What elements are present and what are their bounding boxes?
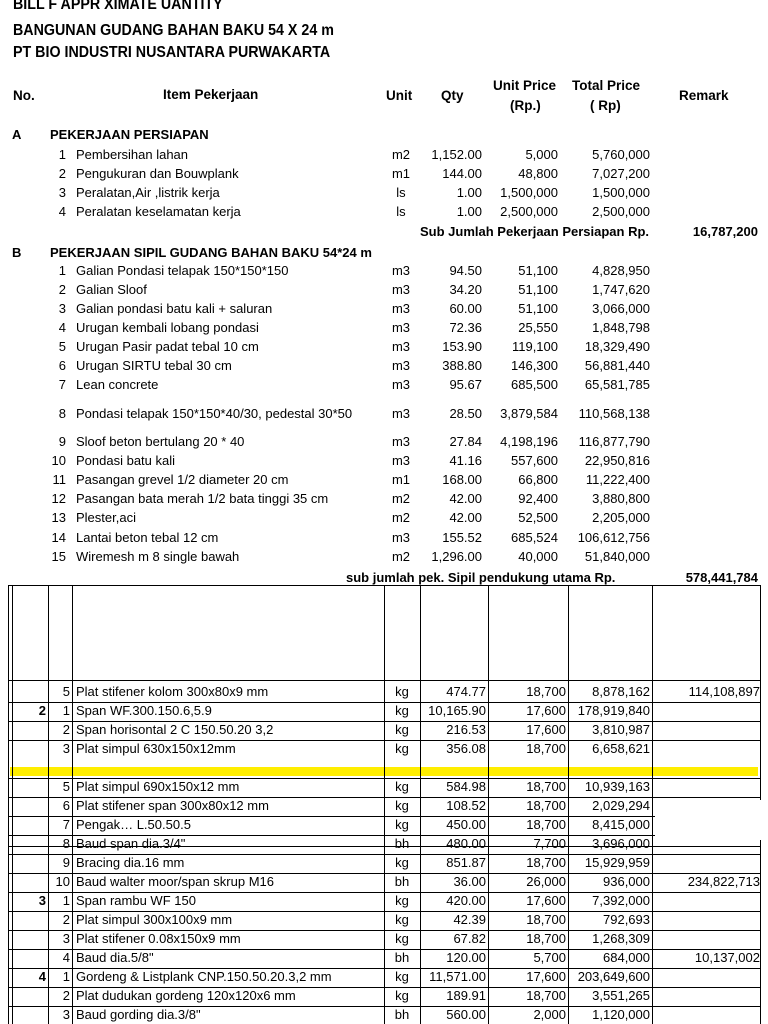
item-total-price: 11,222,400 — [585, 472, 650, 487]
item-description: Peralatan,Air ,listrik kerja — [76, 185, 220, 200]
item-unit-price: 18,700 — [526, 741, 566, 756]
line-item — [0, 404, 768, 423]
item-unit-price: 5,700 — [533, 950, 566, 965]
item-qty: 474.77 — [446, 684, 486, 699]
item-number: 3 — [58, 301, 66, 316]
item-qty: 42.39 — [453, 912, 486, 927]
item-unit-price: 18,700 — [526, 779, 566, 794]
scan-blank-patch — [655, 800, 768, 840]
item-unit-price: 26,000 — [526, 874, 566, 889]
item-number: 3 — [58, 185, 66, 200]
item-qty: 1,152.00 — [431, 147, 482, 162]
item-unit-price: 40,000 — [518, 549, 558, 564]
item-description: Baud walter moor/span skrup M16 — [76, 874, 274, 889]
item-unit: kg — [395, 779, 409, 794]
item-unit-price: 7,700 — [533, 836, 566, 851]
item-total-price: 6,658,621 — [592, 741, 650, 756]
item-unit-price: 3,879,584 — [500, 406, 558, 421]
grid-line-item — [0, 986, 768, 1005]
line-item — [0, 299, 768, 318]
item-unit: kg — [395, 893, 409, 908]
line-item — [0, 547, 768, 566]
item-unit: m1 — [391, 166, 411, 181]
line-item — [0, 375, 768, 394]
item-unit: m3 — [391, 453, 411, 468]
item-remark: 234,822,713 — [687, 874, 760, 889]
header-total-price-rp: ( Rp) — [590, 98, 621, 113]
item-number: 2 — [58, 282, 66, 297]
item-description: Urugan SIRTU tebal 30 cm — [76, 358, 232, 373]
grid-line-item — [0, 1005, 768, 1024]
item-unit-price: 557,600 — [511, 453, 558, 468]
item-total-price: 792,693 — [603, 912, 650, 927]
item-total-price: 684,000 — [603, 950, 650, 965]
item-unit: m3 — [391, 263, 411, 278]
line-item — [0, 164, 768, 183]
item-number: 10 — [55, 874, 70, 889]
section-a-subtotal — [0, 222, 768, 241]
item-unit: bh — [394, 1007, 410, 1022]
header-no: No. — [13, 88, 35, 103]
section-a-subtotal-value: 16,787,200 — [692, 224, 758, 239]
item-description: Urugan kembali lobang pondasi — [76, 320, 259, 335]
item-total-price: 3,696,000 — [592, 836, 650, 851]
item-unit: ls — [396, 185, 406, 200]
item-unit: m3 — [391, 320, 411, 335]
item-number: 9 — [58, 434, 66, 449]
section-a-code: A — [12, 127, 22, 142]
item-qty: 60.00 — [449, 301, 482, 316]
item-unit-price: 17,600 — [526, 969, 566, 984]
item-number: 4 — [58, 204, 66, 219]
item-unit-price: 18,700 — [526, 817, 566, 832]
item-unit-price: 51,100 — [518, 301, 558, 316]
item-number: 8 — [58, 406, 66, 421]
item-number: 15 — [51, 549, 66, 564]
item-qty: 189.91 — [446, 988, 486, 1003]
item-total-price: 1,120,000 — [592, 1007, 650, 1022]
line-item — [0, 202, 768, 221]
item-unit-price: 66,800 — [518, 472, 558, 487]
item-qty: 108.52 — [446, 798, 486, 813]
item-description: Lean concrete — [76, 377, 159, 392]
item-qty: 42.00 — [449, 510, 482, 525]
item-number: 2 — [58, 166, 66, 181]
item-unit: m1 — [391, 472, 411, 487]
item-number: 6 — [58, 358, 66, 373]
group-number: 3 — [38, 893, 46, 908]
grid-line-item — [0, 872, 768, 891]
item-description: Baud dia.5/8" — [76, 950, 154, 965]
item-unit: m3 — [391, 406, 411, 421]
doc-title-company: PT BIO INDUSTRI NUSANTARA PURWAKARTA — [13, 44, 331, 61]
item-qty: 28.50 — [449, 406, 482, 421]
item-unit: m3 — [391, 434, 411, 449]
grid-line-item — [0, 796, 768, 815]
item-total-price: 18,329,490 — [584, 339, 650, 354]
item-unit-price: 18,700 — [526, 798, 566, 813]
item-number: 5 — [62, 779, 70, 794]
item-unit-price: 92,400 — [518, 491, 558, 506]
item-description: Plat stifener kolom 300x80x9 mm — [76, 684, 269, 699]
item-unit-price: 52,500 — [518, 510, 558, 525]
item-qty: 1.00 — [456, 185, 482, 200]
item-description: Galian Pondasi telapak 150*150*150 — [76, 263, 289, 278]
item-total-price: 1,268,309 — [592, 931, 650, 946]
item-description: Pondasi telapak 150*150*40/30, pedestal 30*50 — [76, 406, 353, 421]
item-number: 11 — [52, 472, 66, 487]
item-total-price: 1,747,620 — [592, 282, 650, 297]
item-unit-price: 17,600 — [526, 893, 566, 908]
line-item — [0, 337, 768, 356]
item-qty: 72.36 — [449, 320, 482, 335]
item-qty: 94.50 — [449, 263, 482, 278]
item-unit: ls — [396, 204, 406, 219]
item-total-price: 4,828,950 — [592, 263, 650, 278]
item-description: Pondasi batu kali — [76, 453, 176, 468]
line-item — [0, 528, 768, 547]
section-b-title: PEKERJAAN SIPIL GUDANG BAHAN BAKU 54*24 m — [50, 245, 372, 260]
item-description: Peralatan keselamatan kerja — [76, 204, 241, 219]
item-description: Plat simpul 300x100x9 mm — [76, 912, 233, 927]
item-unit-price: 146,300 — [511, 358, 558, 373]
item-description: Pasangan bata merah 1/2 bata tinggi 35 cm — [76, 491, 329, 506]
grid-line-item — [0, 739, 768, 758]
header-unit-price: Unit Price — [493, 78, 557, 93]
item-unit-price: 17,600 — [526, 703, 566, 718]
item-total-price: 936,000 — [603, 874, 650, 889]
line-item — [0, 261, 768, 280]
item-unit-price: 17,600 — [526, 722, 566, 737]
item-qty: 1,296.00 — [431, 549, 482, 564]
line-item — [0, 489, 768, 508]
item-description: Sloof beton bertulang 20 * 40 — [76, 434, 245, 449]
grid-line-item — [0, 701, 768, 720]
item-unit-price: 51,100 — [518, 282, 558, 297]
item-number: 9 — [62, 855, 70, 870]
item-total-price: 22,950,816 — [584, 453, 650, 468]
item-total-price: 110,568,138 — [578, 406, 650, 421]
item-number: 13 — [51, 510, 66, 525]
item-description: Lantai beton tebal 12 cm — [76, 530, 219, 545]
item-unit: m3 — [391, 339, 411, 354]
item-unit-price: 5,000 — [525, 147, 558, 162]
item-description: Bracing dia.16 mm — [76, 855, 185, 870]
item-total-price: 1,848,798 — [592, 320, 650, 335]
doc-title-project: BANGUNAN GUDANG BAHAN BAKU 54 X 24 m — [13, 22, 334, 39]
item-unit: m3 — [391, 377, 411, 392]
item-unit: kg — [395, 969, 409, 984]
item-qty: 216.53 — [446, 722, 486, 737]
item-number: 14 — [51, 530, 66, 545]
item-description: Pembersihan lahan — [76, 147, 189, 162]
item-total-price: 15,929,959 — [584, 855, 650, 870]
item-number: 3 — [62, 741, 70, 756]
item-number: 2 — [62, 722, 70, 737]
item-number: 4 — [58, 320, 66, 335]
item-unit-price: 1,500,000 — [500, 185, 558, 200]
grid-line-item — [0, 910, 768, 929]
header-remark: Remark — [679, 88, 729, 103]
item-qty: 450.00 — [446, 817, 486, 832]
item-description: Plat simpul 690x150x12 mm — [76, 779, 240, 794]
grid-line-item — [0, 891, 768, 910]
item-description: Plester,aci — [76, 510, 136, 525]
item-unit-price: 119,100 — [511, 339, 558, 354]
item-qty: 480.00 — [446, 836, 486, 851]
item-total-price: 10,939,163 — [584, 779, 650, 794]
section-a-subtotal-label: Sub Jumlah Pekerjaan Persiapan Rp. — [420, 224, 650, 239]
item-qty: 1.00 — [456, 204, 482, 219]
grid-line-item — [0, 720, 768, 739]
item-total-price: 56,881,440 — [584, 358, 650, 373]
item-unit: bh — [394, 950, 410, 965]
item-qty: 41.16 — [449, 453, 482, 468]
item-total-price: 2,500,000 — [592, 204, 650, 219]
item-qty: 388.80 — [442, 358, 482, 373]
item-total-price: 2,205,000 — [592, 510, 650, 525]
header-qty: Qty — [441, 88, 464, 103]
item-unit: kg — [395, 988, 409, 1003]
item-unit: m2 — [391, 549, 411, 564]
item-number: 3 — [62, 931, 70, 946]
item-total-price: 8,878,162 — [592, 684, 650, 699]
item-description: Baud span dia.3/4" — [76, 836, 186, 851]
item-qty: 144.00 — [442, 166, 482, 181]
item-unit: bh — [394, 836, 410, 851]
item-unit-price: 18,700 — [526, 684, 566, 699]
item-number: 6 — [62, 798, 70, 813]
item-description: Galian pondasi batu kali + saluran — [76, 301, 273, 316]
section-a-heading — [0, 125, 768, 144]
line-item — [0, 145, 768, 164]
item-description: Wiremesh m 8 single bawah — [76, 549, 240, 564]
item-number: 1 — [58, 147, 66, 162]
item-total-price: 3,880,800 — [592, 491, 650, 506]
item-unit: kg — [395, 931, 409, 946]
line-item — [0, 470, 768, 489]
header-total-price: Total Price — [572, 78, 641, 93]
item-total-price: 2,029,294 — [592, 798, 650, 813]
line-item — [0, 356, 768, 375]
line-item — [0, 432, 768, 451]
item-description: Plat simpul 630x150x12mm — [76, 741, 236, 756]
header-item: Item Pekerjaan — [163, 87, 259, 102]
item-qty: 27.84 — [449, 434, 482, 449]
item-number: 1 — [62, 969, 70, 984]
item-total-price: 7,392,000 — [592, 893, 650, 908]
item-description: Pengukuran dan Bouwplank — [76, 166, 239, 181]
item-qty: 584.98 — [446, 779, 486, 794]
item-unit: m3 — [391, 358, 411, 373]
item-unit: kg — [395, 722, 409, 737]
line-item — [0, 451, 768, 470]
item-qty: 67.82 — [453, 931, 486, 946]
item-number: 10 — [51, 453, 66, 468]
item-total-price: 51,840,000 — [584, 549, 650, 564]
group-number: 2 — [38, 703, 46, 718]
item-unit-price: 2,500,000 — [500, 204, 558, 219]
item-number: 1 — [62, 893, 70, 908]
grid-line-item — [0, 853, 768, 872]
item-qty: 153.90 — [442, 339, 482, 354]
item-unit-price: 18,700 — [526, 855, 566, 870]
item-qty: 42.00 — [449, 491, 482, 506]
grid-line-item — [0, 815, 768, 834]
item-unit-price: 25,550 — [518, 320, 558, 335]
item-total-price: 203,649,600 — [577, 969, 650, 984]
item-number: 5 — [58, 339, 66, 354]
section-a-title: PEKERJAAN PERSIAPAN — [50, 127, 209, 142]
item-qty: 11,571.00 — [429, 969, 486, 984]
item-qty: 356.08 — [446, 741, 486, 756]
item-unit-price: 51,100 — [518, 263, 558, 278]
grid-line-item — [0, 929, 768, 948]
grid-line-item — [0, 948, 768, 967]
item-number: 12 — [51, 491, 66, 506]
item-unit-price: 18,700 — [526, 988, 566, 1003]
item-number: 8 — [62, 836, 70, 851]
item-unit: m3 — [391, 301, 411, 316]
item-unit: kg — [395, 798, 409, 813]
item-number: 3 — [62, 1007, 70, 1022]
section-b-heading — [0, 243, 768, 262]
item-number: 1 — [62, 703, 70, 718]
item-qty: 34.20 — [449, 282, 482, 297]
item-number: 2 — [62, 988, 70, 1003]
item-unit: m3 — [391, 530, 411, 545]
item-number: 4 — [62, 950, 70, 965]
section-b-code: B — [12, 245, 22, 260]
line-item — [0, 280, 768, 299]
item-unit: m2 — [391, 491, 411, 506]
line-item — [0, 508, 768, 527]
item-qty: 420.00 — [446, 893, 486, 908]
item-qty: 155.52 — [442, 530, 482, 545]
item-total-price: 3,810,987 — [592, 722, 650, 737]
item-unit-price: 4,198,196 — [500, 434, 558, 449]
item-unit: kg — [395, 684, 409, 699]
item-qty: 851.87 — [446, 855, 486, 870]
section-b-subtotal-value: 578,441,784 — [685, 570, 758, 585]
item-number: 1 — [58, 263, 66, 278]
item-total-price: 106,612,756 — [577, 530, 650, 545]
item-number: 7 — [62, 817, 70, 832]
item-unit-price: 18,700 — [526, 931, 566, 946]
item-qty: 560.00 — [446, 1007, 486, 1022]
item-description: Pengak… L.50.50.5 — [76, 817, 191, 832]
item-unit-price: 48,800 — [518, 166, 558, 181]
item-qty: 36.00 — [453, 874, 486, 889]
line-item — [0, 318, 768, 337]
item-unit-price: 2,000 — [533, 1007, 566, 1022]
item-unit: bh — [394, 874, 410, 889]
item-description: Span rambu WF 150 — [76, 893, 196, 908]
item-description: Plat stifener span 300x80x12 mm — [76, 798, 269, 813]
item-unit: kg — [395, 855, 409, 870]
grid-line-item — [0, 967, 768, 986]
line-item — [0, 183, 768, 202]
item-description: Span horisontal 2 C 150.50.20 3,2 — [76, 722, 274, 737]
item-qty: 168.00 — [442, 472, 482, 487]
item-description: Baud gording dia.3/8" — [76, 1007, 201, 1022]
item-remark: 114,108,897 — [688, 684, 760, 699]
grid-line-item — [0, 682, 768, 701]
item-unit: m2 — [391, 510, 411, 525]
item-remark: 10,137,002 — [694, 950, 760, 965]
header-unit-price-rp: (Rp.) — [510, 98, 541, 113]
item-qty: 10,165.90 — [428, 703, 486, 718]
item-description: Pasangan grevel 1/2 diameter 20 cm — [76, 472, 289, 487]
item-total-price: 1,500,000 — [592, 185, 650, 200]
item-description: Plat stifener 0.08x150x9 mm — [76, 931, 241, 946]
item-total-price: 3,551,265 — [592, 988, 650, 1003]
item-unit: kg — [395, 817, 409, 832]
item-total-price: 65,581,785 — [584, 377, 650, 392]
item-unit: kg — [395, 703, 409, 718]
grid-line-item — [0, 834, 768, 853]
item-description: Plat dudukan gordeng 120x120x6 mm — [76, 988, 296, 1003]
item-number: 7 — [58, 377, 66, 392]
item-qty: 95.67 — [449, 377, 482, 392]
item-unit-price: 18,700 — [526, 912, 566, 927]
item-description: Galian Sloof — [76, 282, 147, 297]
item-number: 5 — [62, 684, 70, 699]
item-description: Urugan Pasir padat tebal 10 cm — [76, 339, 259, 354]
item-total-price: 8,415,000 — [592, 817, 650, 832]
item-total-price: 116,877,790 — [578, 434, 650, 449]
group-number: 4 — [38, 969, 46, 984]
item-unit-price: 685,524 — [511, 530, 558, 545]
header-unit: Unit — [386, 88, 413, 103]
item-unit: m3 — [391, 282, 411, 297]
item-unit: kg — [395, 912, 409, 927]
section-b-subtotal-label: sub jumlah pek. Sipil pendukung utama Rp. — [346, 570, 616, 585]
item-total-price: 3,066,000 — [592, 301, 650, 316]
item-number: 2 — [62, 912, 70, 927]
item-description: Gordeng & Listplank CNP.150.50.20.3,2 mm — [76, 969, 332, 984]
item-unit-price: 685,500 — [511, 377, 558, 392]
doc-title-bill-of-quantity: BILL F APPR XIMATE UANTITY — [13, 0, 223, 13]
item-total-price: 7,027,200 — [592, 166, 650, 181]
item-total-price: 178,919,840 — [577, 703, 650, 718]
item-qty: 120.00 — [446, 950, 486, 965]
item-description: Span WF.300.150.6,5.9 — [76, 703, 212, 718]
grid-line-item — [0, 777, 768, 796]
item-unit: m2 — [391, 147, 411, 162]
item-total-price: 5,760,000 — [592, 147, 650, 162]
item-unit: kg — [395, 741, 409, 756]
